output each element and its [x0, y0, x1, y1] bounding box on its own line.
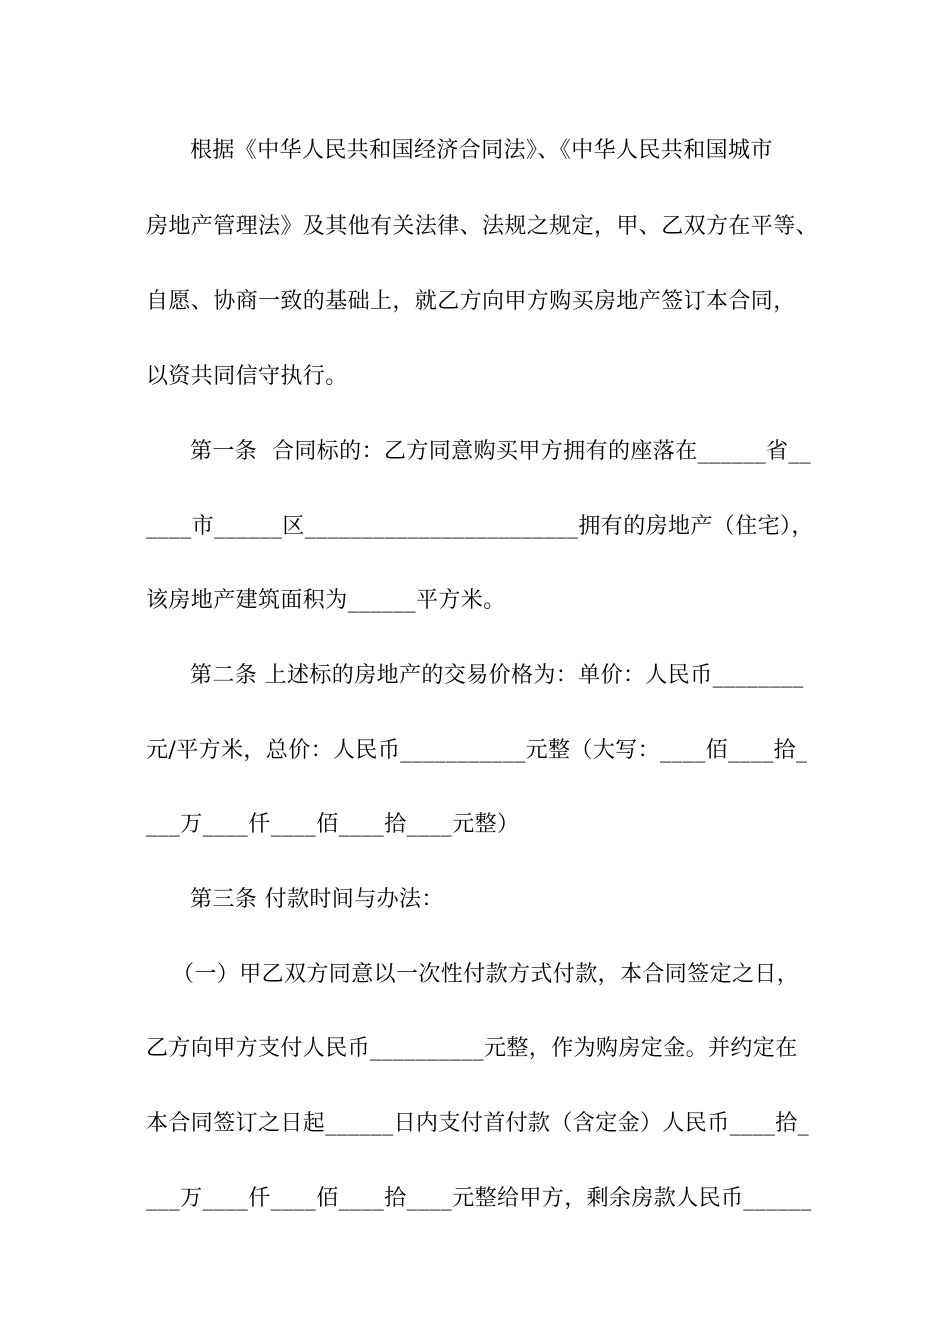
paragraph-intro-line-4: 以资共同信守执行。: [146, 364, 348, 389]
article-3-item-1-line-1: （一）甲乙双方同意以一次性付款方式付款，本合同签定之日，: [172, 962, 800, 987]
article-3-item-1-line-2: 乙方向甲方支付人民币__________元整，作为购房定金。并约定在: [146, 1036, 798, 1061]
article-2-line-3: ___万____仟____佰____拾____元整）: [146, 812, 520, 837]
paragraph-intro-line-2: 房地产管理法》及其他有关法律、法规之规定，甲、乙双方在平等、: [146, 214, 819, 239]
article-2-line-2: 元/平方米，总价：人民币___________元整（大写：____佰____拾_: [146, 738, 808, 763]
paragraph-intro-line-1: 根据《中华人民共和国经济合同法》、《中华人民共和国城市: [190, 138, 773, 163]
article-2-line-1: 第二条 上述标的房地产的交易价格为：单价：人民币________: [190, 663, 804, 688]
article-3-heading: 第三条 付款时间与办法：: [190, 887, 444, 912]
article-1-line-3: 该房地产建筑面积为______平方米。: [146, 588, 506, 613]
article-3-item-1-line-4: ___万____仟____佰____拾____元整给甲方，剩余房款人民币______: [146, 1186, 812, 1211]
article-3-item-1-line-3: 本合同签订之日起______日内支付首付款（含定金）人民币____拾_: [146, 1111, 810, 1136]
article-1-line-1: 第一条 合同标的：乙方同意购买甲方拥有的座落在______省__: [190, 439, 812, 464]
paragraph-intro-line-3: 自愿、协商一致的基础上，就乙方向甲方购买房地产签订本合同，: [146, 289, 796, 314]
article-1-line-2: ____市______区________________________拥有的房地产（住宅），: [146, 514, 814, 539]
